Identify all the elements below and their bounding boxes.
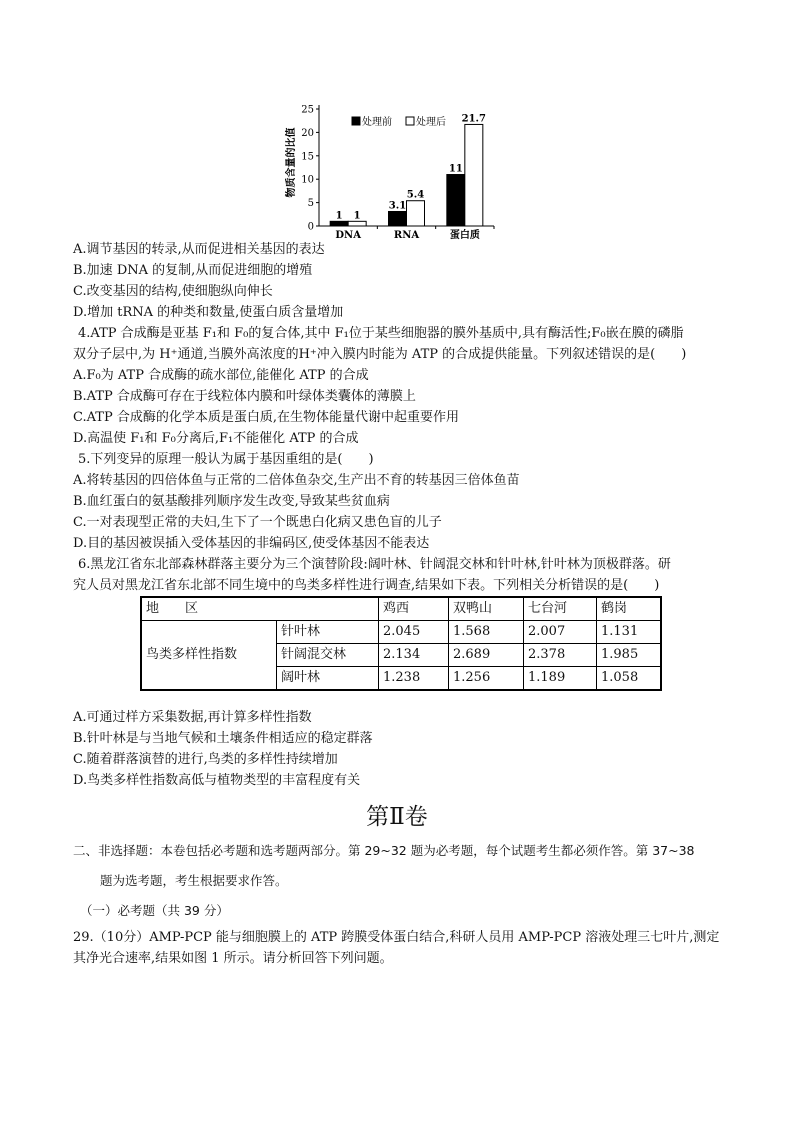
legend-label: 处理前	[362, 117, 392, 128]
bar	[330, 221, 348, 226]
bar-data-label: 3.1	[388, 200, 407, 212]
q6-option-c: C.随着群落演替的进行,鸟类的多样性持续增加	[73, 752, 338, 767]
y-tick-label: 5	[307, 198, 314, 210]
table-cell-habitat: 针阔混交林	[277, 644, 379, 667]
table-row-group-label: 鸟类多样性指数	[141, 621, 277, 691]
table-cell: 2.378	[524, 644, 597, 667]
bar	[465, 124, 483, 226]
q5-option-c: C.一对表现型正常的夫妇,生下了一个既患白化病又患色盲的儿子	[73, 515, 442, 530]
y-tick-label: 15	[301, 151, 314, 163]
required-section-heading: （一）必考题（共 39 分）	[80, 903, 229, 918]
table-cell: 2.007	[524, 621, 597, 644]
volume-title: 第Ⅱ卷	[366, 804, 428, 830]
y-axis-label: 物质含量的比值	[286, 127, 297, 198]
q4-option-c: C.ATP 合成酶的化学本质是蛋白质,在生物体能量代谢中起重要作用	[73, 410, 459, 425]
q5-option-a: A.将转基因的四倍体鱼与正常的二倍体鱼杂交,生产出不育的转基因三倍体鱼苗	[73, 473, 520, 488]
bar-data-label: 1	[335, 210, 343, 222]
table-cell-habitat: 针叶林	[277, 621, 379, 644]
table-cell: 1.058	[597, 667, 662, 691]
q29-stem-line-1: 29.（10分）AMP-PCP 能与细胞膜上的 ATP 跨膜受体蛋白结合,科研人员用 AMP-PCP 溶液处理三七叶片,测定	[73, 930, 720, 945]
q4-option-d: D.高温使 F₁和 F₀分离后,F₁不能催化 ATP 的合成	[73, 431, 359, 446]
q3-option-d: D.增加 tRNA 的种类和数量,使蛋白质含量增加	[73, 305, 344, 320]
q29-stem-line-2: 其净光合速率,结果如图 1 所示。请分析回答下列问题。	[73, 951, 393, 966]
q3-option-c: C.改变基因的结构,使细胞纵向伸长	[73, 284, 273, 299]
table-cell: 1.238	[379, 667, 449, 691]
table-cell: 1.985	[597, 644, 662, 667]
bar	[348, 221, 366, 226]
y-tick-label: 25	[301, 104, 314, 116]
q3-option-a: A.调节基因的转录,从而促进相关基因的表达	[73, 242, 325, 257]
bird-diversity-table	[140, 596, 662, 691]
bar-chart	[282, 96, 502, 241]
table-corner: 地 区	[141, 597, 379, 621]
q4-option-b: B.ATP 合成酶可存在于线粒体内膜和叶绿体类囊体的薄膜上	[73, 389, 416, 404]
q4-stem-line-1: 4.ATP 合成酶是亚基 F₁和 F₀的复合体,其中 F₁位于某些细胞器的膜外基质中,具有酶活性;F₀嵌在膜的磷脂	[78, 326, 684, 341]
bar-data-label: 5.4	[406, 189, 425, 201]
y-tick-label: 10	[301, 174, 314, 186]
legend-swatch	[352, 117, 360, 125]
y-tick-label: 0	[307, 221, 314, 233]
q3-option-b: B.加速 DNA 的复制,从而促进细胞的增殖	[73, 263, 313, 278]
bar	[389, 211, 407, 226]
table-cell: 2.045	[379, 621, 449, 644]
table-header-row	[141, 597, 661, 621]
y-tick-label: 20	[301, 127, 314, 139]
q5-option-b: B.血红蛋白的氨基酸排列顺序发生改变,导致某些贫血病	[73, 494, 390, 509]
table-cell: 2.689	[449, 644, 524, 667]
q5-stem: 5.下列变异的原理一般认为属于基因重组的是( )	[78, 452, 374, 467]
table-cell: 1.256	[449, 667, 524, 691]
bar-data-label: 1	[353, 210, 361, 222]
table-cell: 1.131	[597, 621, 662, 644]
legend-label: 处理后	[416, 117, 446, 128]
x-tick-label: 蛋白质	[449, 230, 480, 241]
q6-stem-line-1: 6.黑龙江省东北部森林群落主要分为三个演替阶段:阔叶林、针阔混交林和针叶林,针叶林为顶极群落。研	[78, 557, 671, 572]
q4-option-a: A.F₀为 ATP 合成酶的疏水部位,能催化 ATP 的合成	[73, 368, 369, 383]
table-header-cell: 鸡西	[379, 597, 449, 621]
q5-option-d: D.目的基因被误插入受体基因的非编码区,使受体基因不能表达	[73, 536, 430, 551]
table-header-cell: 鹤岗	[597, 597, 662, 621]
legend-swatch	[406, 117, 414, 125]
table-header-cell: 双鸭山	[449, 597, 524, 621]
table-cell: 2.134	[379, 644, 449, 667]
bar-data-label: 11	[448, 163, 463, 175]
x-tick-label: RNA	[393, 230, 420, 241]
section2-intro-line-2: 题为选考题，考生根据要求作答。	[100, 873, 288, 888]
q4-stem-line-2: 双分子层中,为 H⁺通道,当膜外高浓度的H⁺冲入膜内时能为 ATP 的合成提供能量。下列叙述错误的是( )	[73, 347, 687, 362]
table-cell: 1.189	[524, 667, 597, 691]
x-tick-label: DNA	[335, 230, 361, 241]
table-cell: 1.568	[449, 621, 524, 644]
table-header-cell: 七台河	[524, 597, 597, 621]
q6-option-a: A.可通过样方采集数据,再计算多样性指数	[73, 710, 312, 725]
q6-option-d: D.鸟类多样性指数高低与植物类型的丰富程度有关	[73, 773, 361, 788]
bar	[447, 175, 465, 226]
q6-option-b: B.针叶林是与当地气候和土壤条件相适应的稳定群落	[73, 731, 373, 746]
q6-stem-line-2: 究人员对黑龙江省东北部不同生境中的鸟类多样性进行调查,结果如下表。下列相关分析错误的是( )	[73, 578, 660, 593]
table-row	[141, 621, 661, 644]
bar	[407, 201, 425, 226]
table-cell-habitat: 阔叶林	[277, 667, 379, 691]
bar-data-label: 21.7	[461, 113, 487, 125]
section2-intro-line-1: 二、非选择题：本卷包括必考题和选考题两部分。第 29~32 题为必考题，每个试题考生都必须作答。第 37~38	[73, 843, 695, 858]
